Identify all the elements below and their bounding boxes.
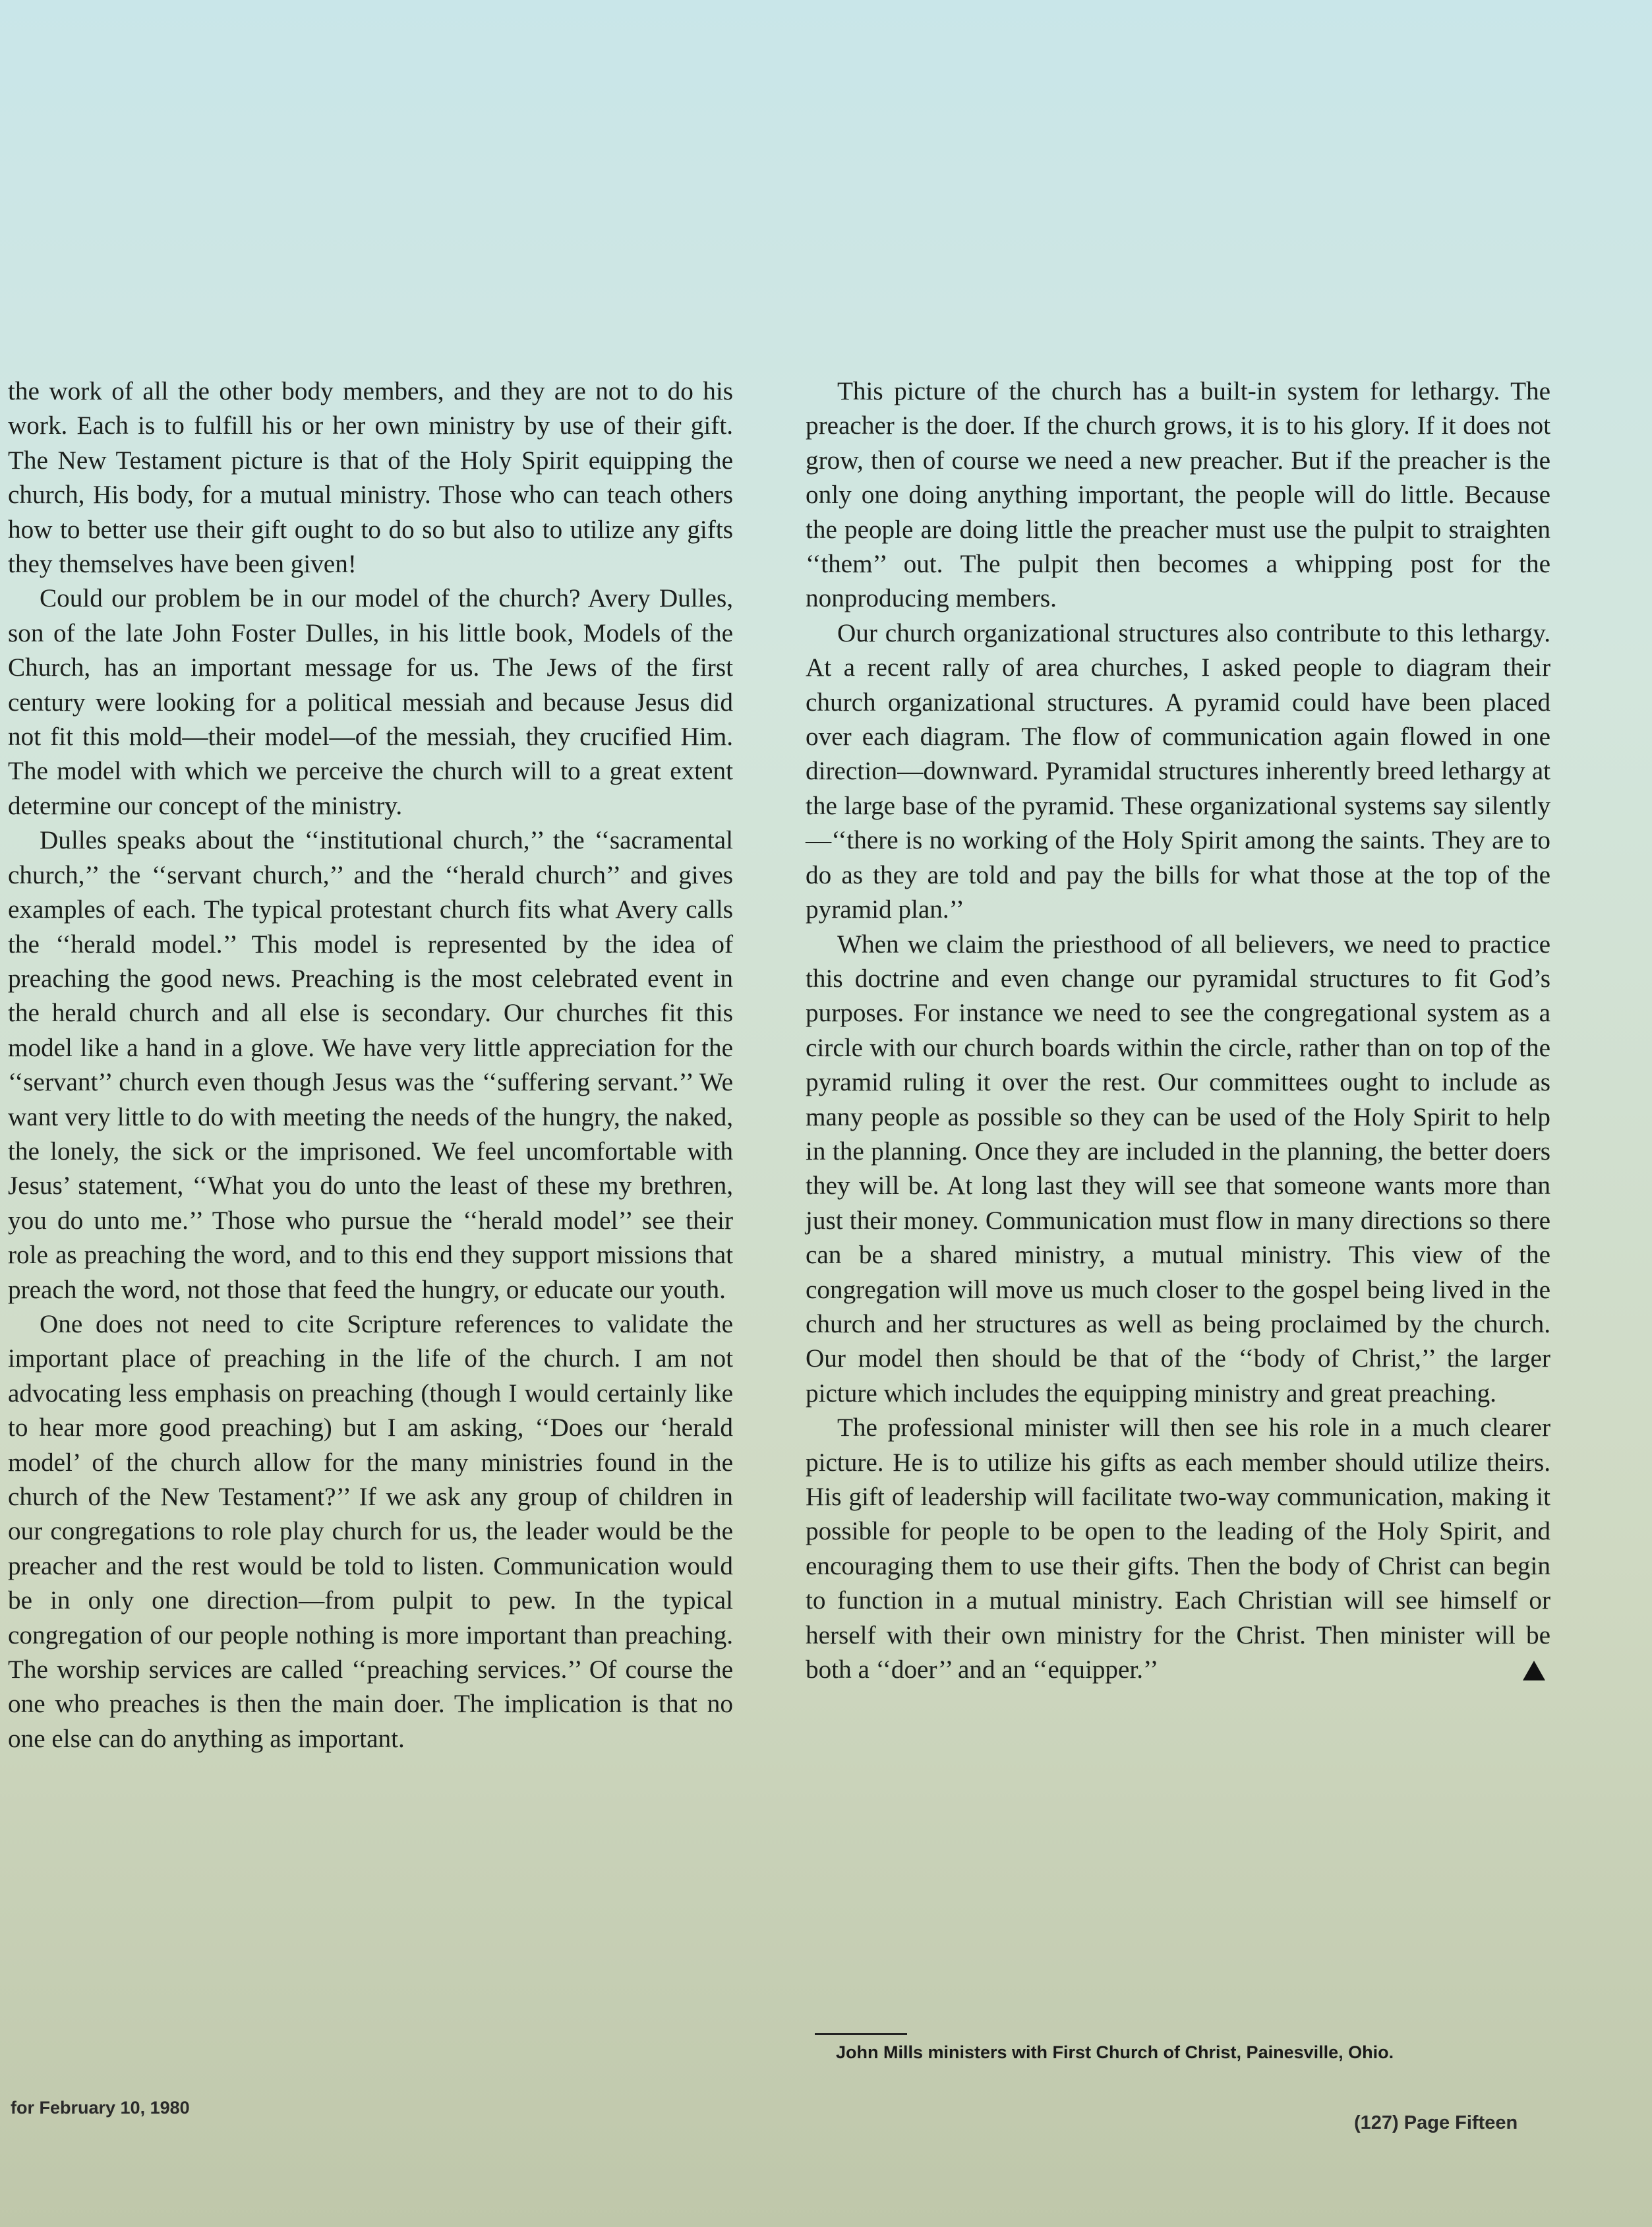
paragraph: Our church organizational structures also contribute to this lethargy. At a recent rally of area churches, I asked people to diagram their church organizational structures. A pyramid could have been placed over each diagram. The flow of communication again flowed in one direction—downward. Pyramidal structures inherently breed lethargy at the large base of the pyramid. These organizational systems say silently—‘‘there is no working of the Holy Spirit among the saints. They are to do as they are told and pay the bills for what those at the top of the pyramid plan.’’ [806, 618, 1550, 924]
paragraph: This picture of the church has a built-in system for lethargy. The preacher is the doer. If the church grows, it is to his glory. If it does not grow, then of course we need a new preacher. But if the preacher is the only one doing anything important, the people will do little. Because the people are doing little the preacher must use the pulpit to straighten ‘‘them’’ out. The pulpit then becomes a whipping post for the nonproducing members. [806, 377, 1550, 613]
paragraph: the work of all the other body members, and they are not to do his work. Each is to fulfill his or her own ministry by use of their gift. The New Testament picture is that of the Holy Spirit equipping the church, His body, for a mutual ministry. Those who can teach others how to better use their gift ought to do so but also to utilize any gifts they themselves have been given! [8, 377, 733, 579]
end-triangle-icon [1523, 1661, 1545, 1680]
paragraph: Dulles speaks about the ‘‘institutional church,’’ the ‘‘sacramental church,’’ the ‘‘servant church,’’ and the ‘‘herald church’’ and gives examples of each. The typical protestant church fits what Avery calls the ‘‘herald model.’’ This model is represented by the idea of preaching the good news. Preaching is the most celebrated event in the herald church and all else is secondary. Our churches fit this model like a hand in a glove. We have very little appreciation for the ‘‘servant’’ church even though Jesus was the ‘‘suffering servant.’’ We want very little to do with meeting the needs of the hungry, the naked, the lonely, the sick or the imprisoned. We feel uncomfortable with Jesus’ statement, ‘‘What you do unto the least of these my brethren, you do unto me.’’ Those who pursue the ‘‘herald model’’ see their role as preaching the word, and to this end they support missions that preach the word, not those that feed the hungry, or educate our youth. [8, 826, 733, 1304]
paragraph-text: The professional minister will then see his role in a much clearer picture. He is to utilize his gifts as each member should utilize theirs. His gift of leadership will facilitate two-way communication, making it possible for people to be open to the leading of the Holy Spirit, and encouraging them to use their gifts. Then the body of Christ can begin to function in a mutual ministry. Each Christian will see himself or herself with their own ministry for the Christ. Then minister will be both a ‘‘doer’’ and an ‘‘equipper.’’ [806, 1413, 1550, 1684]
author-footnote: John Mills ministers with First Church of Christ, Painesville, Ohio. [836, 2042, 1394, 2062]
paragraph: One does not need to cite Scripture references to validate the important place of preaching in the life of the church. I am not advocating less emphasis on preaching (though I would certainly like to hear more good preaching) but I am asking, ‘‘Does our ‘herald model’ of the church allow for the many ministries found in the church of the New Testament?’’ If we ask any group of children in our congregations to role play church for us, the leader would be the preacher and the rest would be told to listen. Communication would be in only one direction—from pulpit to pew. In the typical congregation of our people nothing is more important than preaching. The worship services are called ‘‘preaching services.’’ Of course the one who preaches is then the main doer. The implication is that no one else can do anything as important. [8, 1309, 733, 1753]
left-column [8, 374, 733, 1756]
page-number: (127) Page Fifteen [1354, 2112, 1518, 2133]
paragraph: When we claim the priesthood of all believers, we need to practice this doctrine and even change our pyramidal structures to fit God’s purposes. For instance we need to see the congregational system as a circle with our church boards within the circle, rather than on top of the pyramid ruling it over the rest. Our committees ought to include as many people as possible so they can be used of the Holy Spirit to help in the planning. Once they are included in the planning, the better doers they will be. At long last they will see that someone wants more than just their money. Communication must flow in many directions so there can be a shared ministry, a mutual ministry. This view of the congregation will move us much closer to the gospel being lived in the church and her structures as well as being proclaimed by the church. Our model then should be that of the ‘‘body of Christ,’’ the larger picture which includes the equipping ministry and great preaching. [806, 930, 1550, 1408]
paragraph: Could our problem be in our model of the church? Avery Dulles, son of the late John Foster Dulles, in his little book, Models of the Church, has an important message for us. The Jews of the first century were looking for a political messiah and because Jesus did not fit this mold—their model—of the messiah, they crucified Him. The model with which we perceive the church will to a great extent determine our concept of the ministry. [8, 584, 733, 820]
paragraph-last [806, 1411, 1550, 1687]
footnote-rule [815, 2033, 907, 2035]
right-column [806, 374, 1550, 1687]
issue-date: for February 10, 1980 [11, 2098, 190, 2118]
